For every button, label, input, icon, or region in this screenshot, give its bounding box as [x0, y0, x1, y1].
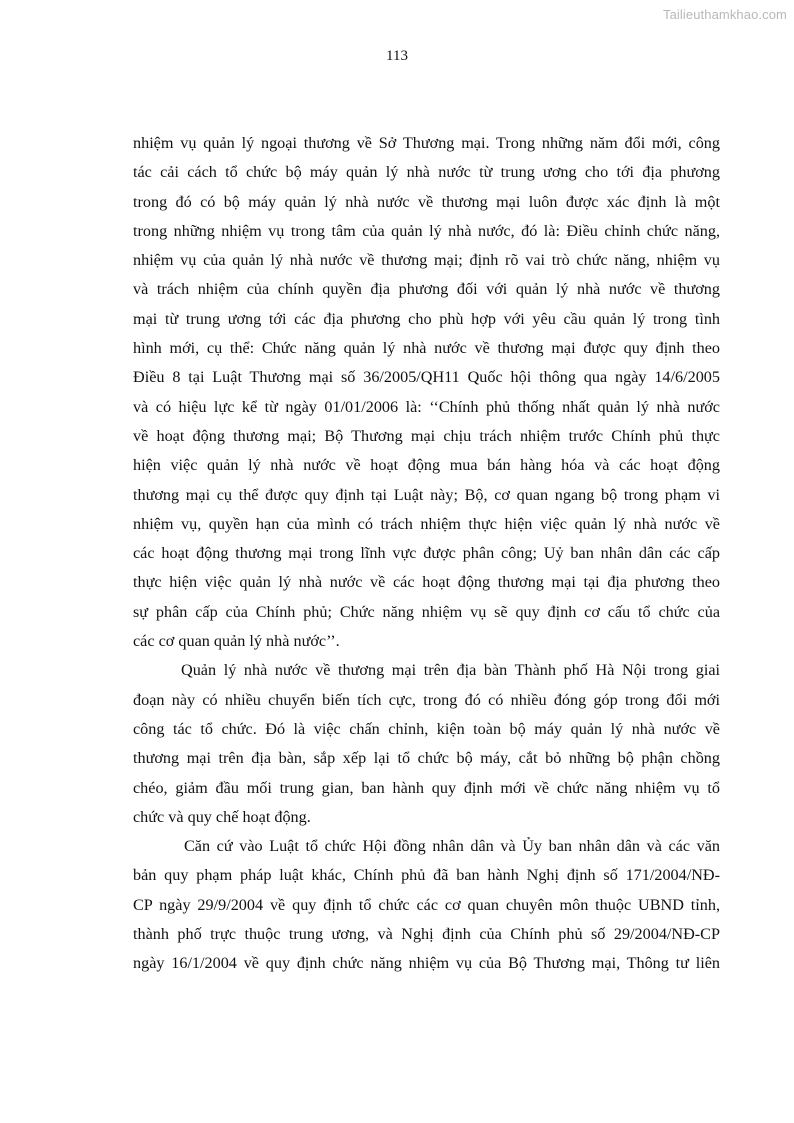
paragraph-line: thành phố trực thuộc trung ương, và Nghị định của Chính phủ số 29/2004/NĐ-CP	[133, 925, 720, 944]
paragraph-line: tác cải cách tổ chức bộ máy quản lý nhà nước từ trung ương cho tới địa phương	[133, 163, 720, 182]
paragraph-line: các hoạt động thương mại trong lĩnh vực được phân công; Uỷ ban nhân dân các cấp	[133, 544, 720, 563]
paragraph-line: và trách nhiệm của chính quyền địa phương đối với quản lý nhà nước về thương	[133, 280, 720, 299]
paragraph-line: thực hiện việc quản lý nhà nước về các hoạt động thương mại tại địa phương theo	[133, 573, 720, 592]
paragraph-line: về hoạt động thương mại; Bộ Thương mại chịu trách nhiệm trước Chính phủ thực	[133, 426, 720, 445]
paragraph-line: Căn cứ vào Luật tổ chức Hội đồng nhân dân và Ủy ban nhân dân và các văn	[184, 837, 720, 856]
page-number: 113	[386, 48, 408, 64]
paragraph-line: thương mại cụ thể được quy định tại Luật này; Bộ, cơ quan ngang bộ trong phạm vi	[133, 485, 720, 504]
paragraph-line: chức và quy chế hoạt động.	[133, 807, 311, 826]
paragraph-line: sự phân cấp của Chính phủ; Chức năng nhiệm vụ sẽ quy định cơ cấu tổ chức của	[133, 602, 720, 621]
paragraph-line: chéo, giảm đầu mối trung gian, ban hành quy định mới về chức năng nhiệm vụ tổ	[133, 778, 720, 797]
document-body	[133, 129, 720, 979]
paragraph-line: hiện việc quản lý nhà nước về hoạt động mua bán hàng hóa và các hoạt động	[133, 456, 720, 475]
paragraph-3	[133, 832, 720, 978]
paragraph-line: ngày 16/1/2004 về quy định chức năng nhiệm vụ của Bộ Thương mại, Thông tư liên	[133, 954, 720, 973]
paragraph-line: mại từ trung ương tới các địa phương cho phù hợp với yêu cầu quản lý trong tình	[133, 309, 720, 328]
paragraph-line: trong đó có bộ máy quản lý nhà nước về thương mại luôn được xác định là một	[133, 192, 720, 211]
paragraph-2	[133, 656, 720, 832]
paragraph-line: nhiệm vụ, quyền hạn của mình có trách nhiệm thực hiện việc quản lý nhà nước về	[133, 514, 720, 533]
paragraph-1	[133, 129, 720, 656]
paragraph-line: các cơ quan quản lý nhà nước’’.	[133, 632, 340, 651]
paragraph-line: nhiệm vụ quản lý ngoại thương về Sở Thương mại. Trong những năm đổi mới, công	[133, 134, 720, 152]
paragraph-line: CP ngày 29/9/2004 về quy định tổ chức các cơ quan chuyên môn thuộc UBND tỉnh,	[133, 895, 720, 914]
paragraph-line: hình mới, cụ thể: Chức năng quản lý nhà nước về thương mại được quy định theo	[133, 339, 720, 358]
paragraph-line: trong những nhiệm vụ trong tâm của quản lý nhà nước, đó là: Điều chỉnh chức năng,	[133, 221, 720, 240]
paragraph-line: đoạn này có nhiều chuyển biến tích cực, trong đó có nhiều đóng góp trong đổi mới	[133, 690, 720, 709]
paragraph-line: công tác tổ chức. Đó là việc chấn chỉnh, kiện toàn bộ máy quản lý nhà nước về	[133, 719, 720, 738]
paragraph-line: Quản lý nhà nước về thương mại trên địa bàn Thành phố Hà Nội trong giai	[181, 661, 720, 680]
paragraph-line: nhiệm vụ của quản lý nhà nước về thương mại; định rõ vai trò chức năng, nhiệm vụ	[133, 251, 720, 270]
paragraph-line: bản quy phạm pháp luật khác, Chính phủ đã ban hành Nghị định số 171/2004/NĐ-	[133, 866, 720, 885]
paragraph-line: và có hiệu lực kể từ ngày 01/01/2006 là: ‘‘Chính phủ thống nhất quản lý nhà nước	[133, 397, 720, 416]
watermark-text: Tailieuthamkhao.com	[662, 7, 787, 22]
paragraph-line: thương mại trên địa bàn, sắp xếp lại tổ chức bộ máy, cắt bỏ những bộ phận chồng	[133, 749, 720, 768]
paragraph-line: Điều 8 tại Luật Thương mại số 36/2005/QH11 Quốc hội thông qua ngày 14/6/2005	[133, 368, 720, 387]
